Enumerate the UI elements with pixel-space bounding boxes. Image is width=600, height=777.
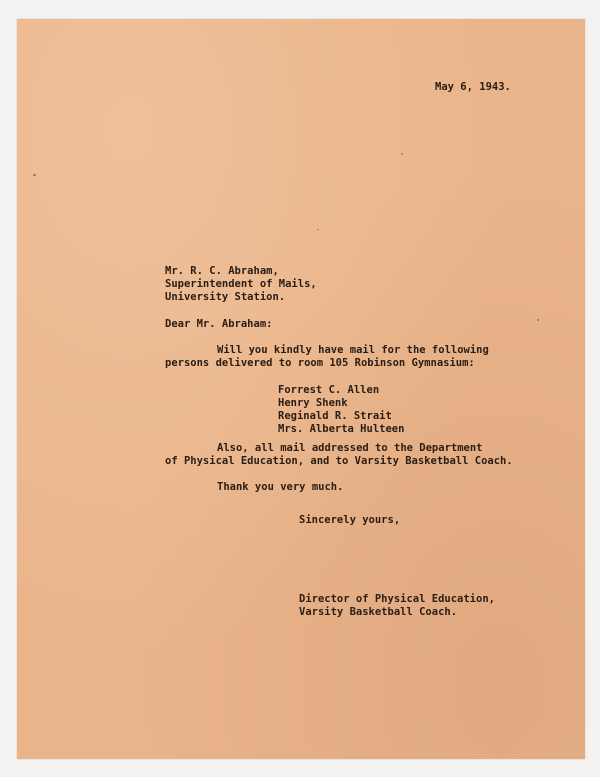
person-name: Reginald R. Strait	[278, 410, 392, 422]
paragraph-line: persons delivered to room 105 Robinson Gymnasium:	[165, 357, 475, 369]
paper-speck	[317, 229, 319, 230]
recipient-line: Mr. R. C. Abraham,	[165, 265, 279, 277]
letter-page	[17, 19, 585, 759]
paper-speck	[401, 153, 403, 155]
thank-you-line: Thank you very much.	[217, 481, 344, 493]
person-name: Henry Shenk	[278, 397, 348, 409]
salutation: Dear Mr. Abraham:	[165, 318, 273, 330]
signature-title-line: Director of Physical Education,	[299, 593, 495, 605]
paragraph-line: Also, all mail addressed to the Department	[217, 442, 483, 454]
person-name: Forrest C. Allen	[278, 384, 380, 396]
letter-date: May 6, 1943.	[435, 81, 511, 93]
paragraph-line: Will you kindly have mail for the following	[217, 344, 489, 356]
person-name: Mrs. Alberta Hulteen	[278, 423, 405, 435]
paragraph-line: of Physical Education, and to Varsity Basketball Coach.	[165, 455, 513, 467]
closing: Sincerely yours,	[299, 514, 401, 526]
recipient-line: University Station.	[165, 291, 286, 303]
paper-speck	[33, 174, 36, 176]
paper-speck	[537, 319, 539, 321]
signature-title-line: Varsity Basketball Coach.	[299, 606, 458, 618]
recipient-line: Superintendent of Mails,	[165, 278, 317, 290]
